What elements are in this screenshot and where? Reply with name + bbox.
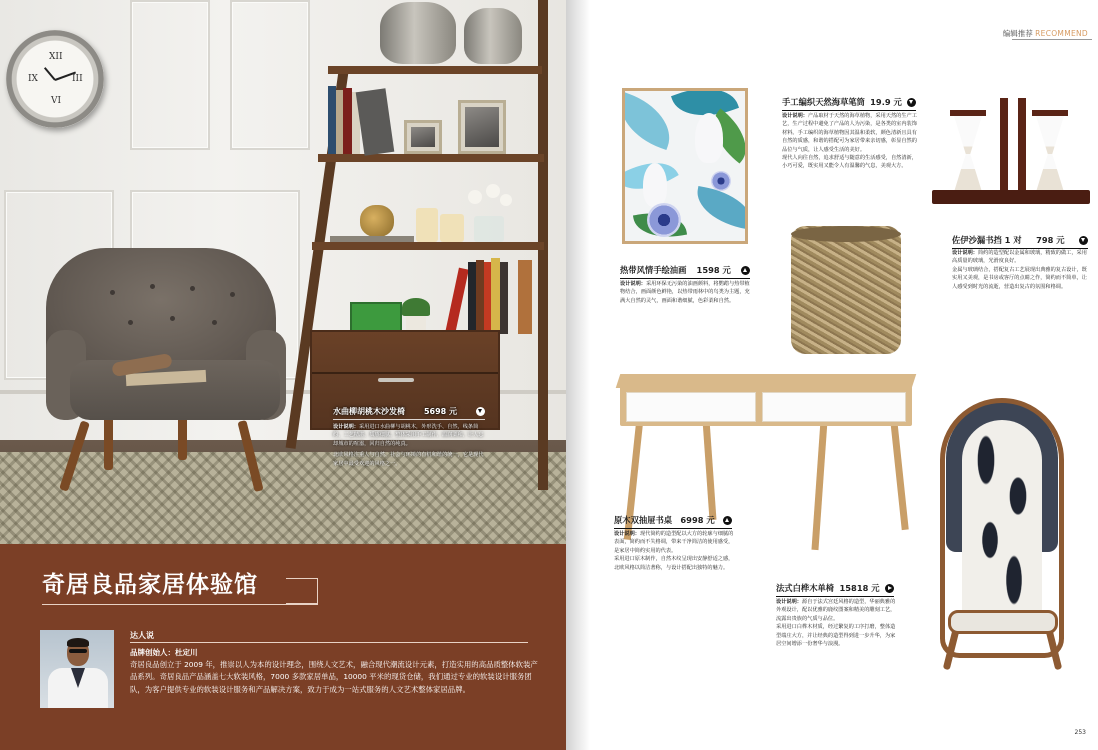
wall-clock-icon	[6, 30, 104, 128]
book	[500, 262, 508, 334]
page-number: 253	[1074, 729, 1086, 736]
product-caption-armchair	[333, 406, 485, 468]
product-title-chair: 法式白桦木单椅 15818 元	[776, 582, 894, 597]
blue-flower	[711, 171, 731, 191]
bookend-post	[1018, 98, 1026, 194]
product-desc-basket: 设计说明：产品取材于天然的海草植物，采用天然的生产工艺，生产过程中避免了产品的人为污染，是各类的室内装饰材料。手工编织的海草植物因其温和柔软，颜色清新且具有自然的质感，和谐的搭配可为家居带来亲切感，彰显自然的品位与气质，让人感受生活的美好。 现代人向往自然，追求舒适与随意的生活感受，自然清新，小巧可爱，既实用又能令人有温馨的气息，美观大方。	[782, 113, 917, 170]
shelf-board	[318, 154, 544, 162]
people-divider	[130, 642, 528, 643]
caption-title-row	[333, 406, 485, 420]
desk-leg	[811, 420, 827, 550]
caption-price: 5698 元	[423, 407, 458, 416]
product-desc-painting: 设计说明：采用环保无污染的油画颜料，将鹦鹉与热带植物结合，画面颜色鲜艳，以热带雨林中的鸟类为主题，充满大自然的灵气，画面和谐细腻，色彩柔和自然。	[620, 281, 750, 304]
seagrass-basket-image	[791, 226, 901, 354]
title-bracket	[286, 578, 318, 604]
desk-drawer	[626, 392, 756, 422]
desk-leg	[703, 420, 717, 520]
founder-portrait	[40, 630, 114, 708]
book	[484, 262, 491, 334]
shelf-board	[328, 66, 542, 74]
clock-numeral: XII	[49, 52, 63, 62]
product-title-bookend: 佐伊沙漏书挡 1 对 798 元	[952, 234, 1088, 249]
spine-shadow	[566, 0, 590, 750]
caption-title: 水曲柳胡桃木沙发椅	[333, 407, 405, 416]
tropical-painting-image	[622, 88, 748, 244]
hourglass-icon	[954, 116, 982, 192]
product-desc-desk: 设计说明：现代简约的造型配以大方的轮廓与细腻的表面，简约而不失格调，带来干净简洁的使用感受，是家居中简约实用的代表。 采用进口原木制作，自然木纹呈现出安静舒适之感，北欧风格以简洁著称，与设计搭配出独特的魅力。	[614, 531, 734, 571]
desk-leg	[890, 420, 908, 530]
tuft-button	[190, 286, 195, 291]
white-flower	[468, 190, 482, 204]
book	[468, 262, 476, 334]
hourglass-cap	[950, 110, 986, 116]
people-label: 达人说	[130, 631, 154, 640]
photo-frame	[404, 120, 442, 154]
book	[330, 236, 414, 242]
tuft-button	[110, 290, 115, 295]
brand-title: 奇居良品家居体验馆	[42, 572, 258, 598]
hourglass-icon	[1036, 116, 1064, 192]
cockatoo	[695, 113, 723, 163]
triangle-up-icon	[741, 266, 750, 275]
photo-frame	[458, 100, 506, 154]
bookend-post	[1000, 98, 1008, 194]
section-tag-line	[1012, 39, 1092, 40]
desk-drawer	[762, 392, 906, 422]
hourglass-cap	[1032, 110, 1068, 116]
book	[476, 260, 484, 334]
book	[343, 88, 352, 154]
white-flower	[500, 194, 512, 206]
clock-numeral: III	[72, 74, 83, 84]
right-page	[566, 0, 1098, 750]
brand-block	[0, 544, 566, 750]
wall-panel	[130, 0, 210, 150]
product-title-basket: 手工编织天然海草笔筒 19.9 元	[782, 96, 916, 111]
tuft-button	[230, 292, 235, 297]
book	[491, 258, 500, 334]
book	[336, 90, 343, 154]
chevron-down-icon	[476, 407, 485, 416]
product-desc-chair: 设计说明：源自于法式宫廷风格的造型，华丽典雅的外观设计，配以优雅的鹿纹图案和精美的雕刻工艺，流露出贵族的气质与品位。 采用进口白桦木材质，经过繁复的工序打磨，整体造型端庄大方，并让经典的造型得到进一步升华，为家居空间增添一份奢华与浪漫。	[776, 599, 896, 648]
book	[518, 260, 532, 334]
caption-desc: 设计说明：采用进口水曲柳与胡桃木，外形洗手、自然，线条简约，工艺精湛，质感细腻。整体采用手工制作，温润柔和，让人忘却城市的喧嚣，回归自然的纯真。	[333, 424, 484, 447]
basket-rim	[791, 226, 901, 242]
metal-vase	[380, 2, 456, 64]
cockatoo	[643, 163, 667, 207]
triangle-up-icon	[723, 516, 732, 525]
white-flower	[486, 184, 500, 198]
glass-vase	[474, 216, 504, 242]
cabinet-divider	[312, 372, 498, 374]
book	[328, 86, 336, 154]
brand-intro: 奇居良品创立于 2009 年，推崇以人为本的设计理念，围绕人文艺术，融合现代潮流设计元素，打造实用的高品质整体软装产品系列。奇居良品产品涵盖七大软装风格，7000 多款家居单品，10000 平米的现货仓储，我们通过专业的软装设计服务团队，为客户提供专业的软装设计服务和产品解决方案，致力于成为一站式服务的人文艺术整体家居品牌。	[130, 660, 538, 694]
chair-seat	[948, 610, 1058, 634]
green-decor-box	[350, 302, 402, 332]
title-underline	[42, 604, 318, 605]
tuft-button	[150, 284, 155, 289]
shelf-board	[312, 242, 544, 250]
armchair-seat	[70, 360, 280, 420]
product-title-desk: 原木双抽屉书桌 6998 元	[614, 514, 732, 529]
cabinet-handle	[378, 378, 414, 382]
caption-desc-2: 北欧风格注重人与自然、社会与环境的有机和谐的统一，它是现代家居中最受欢迎的风格之一。	[333, 452, 484, 467]
clock-numeral: IX	[28, 74, 38, 84]
tuft-button	[170, 316, 175, 321]
metal-vase	[464, 8, 522, 64]
bookend-base	[932, 190, 1090, 204]
wall-panel	[230, 0, 310, 150]
tuft-button	[212, 320, 217, 325]
section-tag: 编辑推荐 RECOMMEND	[1002, 29, 1088, 38]
triangle-right-icon	[885, 584, 894, 593]
chevron-down-icon	[907, 98, 916, 107]
candle	[440, 214, 464, 242]
clock-numeral: VI	[51, 96, 62, 106]
candle	[416, 208, 438, 242]
product-title-painting: 热带风情手绘油画 1598 元	[620, 264, 750, 279]
skull-ornament	[360, 205, 394, 237]
chevron-down-icon	[1079, 236, 1088, 245]
founder-name: 品牌创始人：杜定川	[130, 648, 198, 657]
product-desc-bookend: 设计说明：简约的造型配以金属和玻璃，精致的做工，采用高质量的玻璃，光滑度良好。 金属与玻璃结合，搭配复古工艺展现出典雅的复古设计，既实用又美观，是书房或客厅的点睛之作，简约而不简单，让人感受到时光的流逝，营造出复古的氛围和格调。	[952, 250, 1087, 290]
blue-flower	[647, 203, 681, 237]
tuft-button	[128, 320, 133, 325]
small-plant	[402, 298, 430, 316]
